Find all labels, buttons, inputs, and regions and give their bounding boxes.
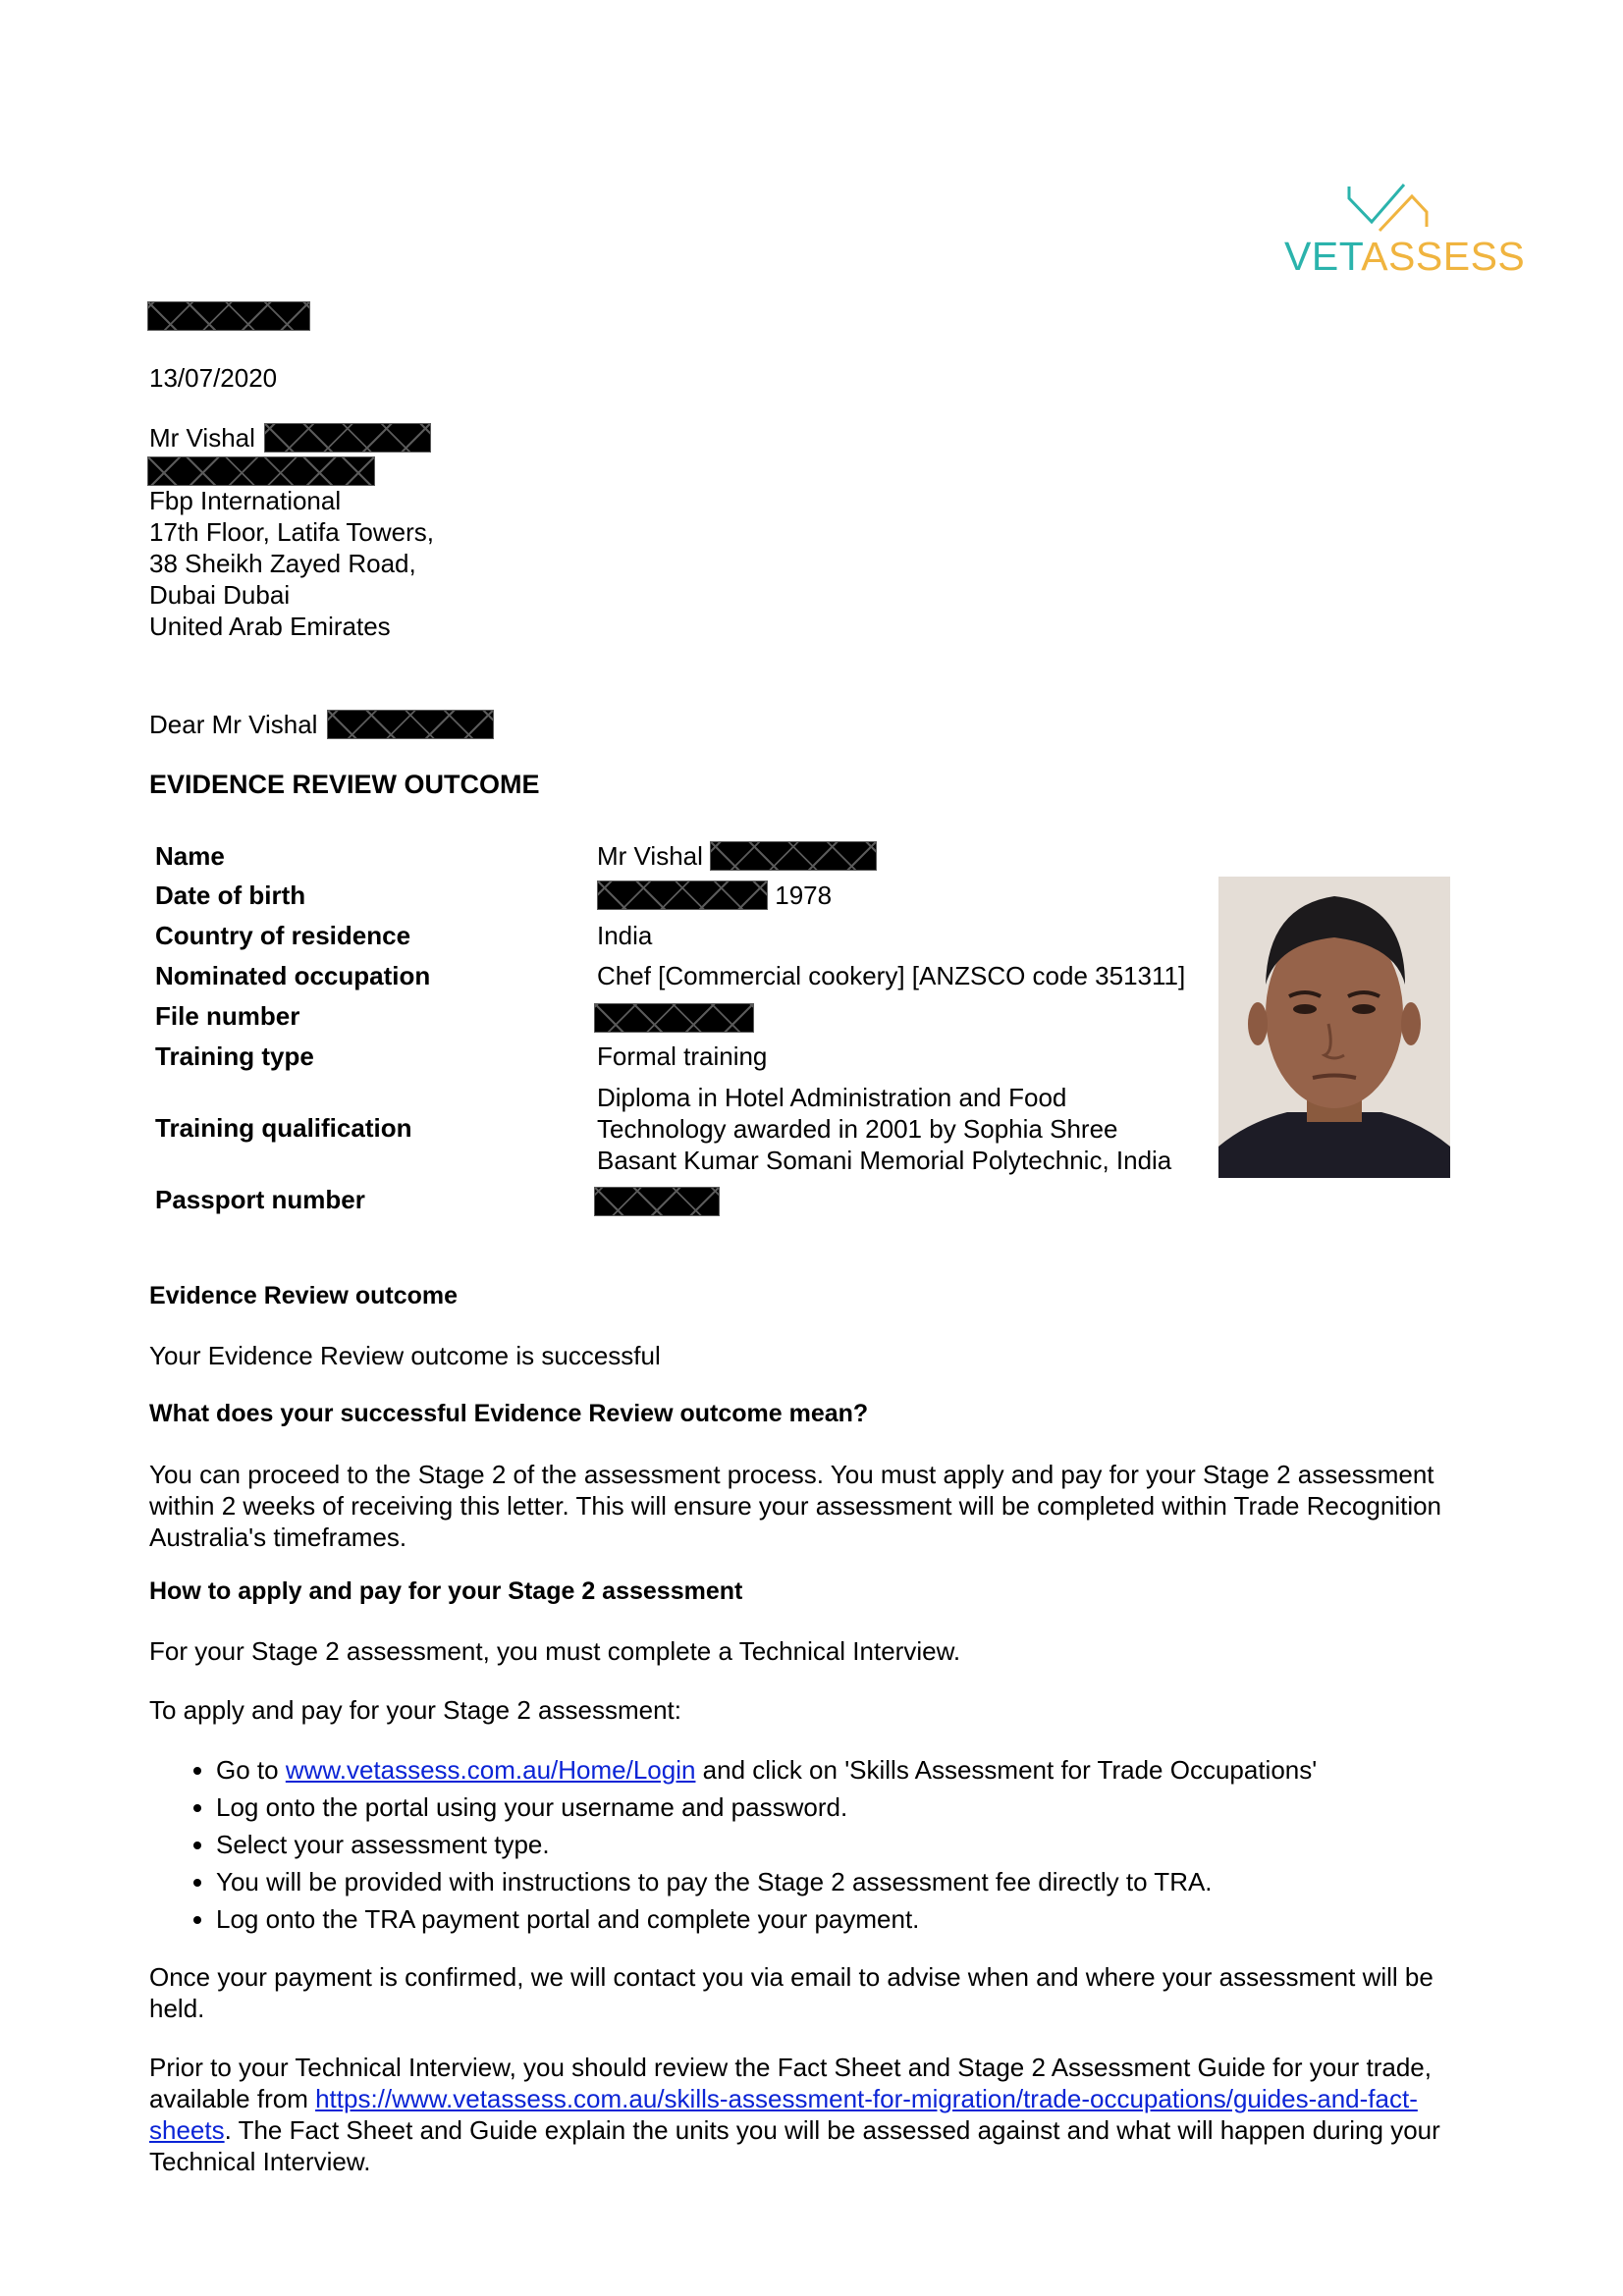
label-dob: Date of birth bbox=[155, 881, 306, 910]
label-file-number: File number bbox=[155, 1001, 300, 1031]
list-item: • Log onto the TRA payment portal and complete your payment. bbox=[216, 1900, 1317, 1938]
letter-title: EVIDENCE REVIEW OUTCOME bbox=[149, 770, 540, 799]
label-name: Name bbox=[155, 841, 225, 871]
address-line: 38 Sheikh Zayed Road, bbox=[149, 549, 416, 578]
logo-wordmark: VETASSESS bbox=[1284, 234, 1526, 279]
guides-fact-sheets-link[interactable]: https://www.vetassess.com.au/skills-assessment-for-migration/trade-occupations/guides-and-fact- bbox=[315, 2084, 1418, 2113]
meaning-paragraph: You can proceed to the Stage 2 of the assessment process. You must apply and pay for your Stage 2 assessment within 2 weeks of receiving this letter. This will ensure your assessment will be completed within Trade Recognition Australia's timeframes. bbox=[149, 1460, 1442, 1552]
address-line: Dubai Dubai bbox=[149, 580, 291, 610]
redacted-reference bbox=[147, 301, 310, 331]
redacted-surname bbox=[710, 841, 877, 871]
value-name: Mr Vishal bbox=[597, 841, 877, 872]
list-item: • You will be provided with instructions to pay the Stage 2 assessment fee directly to TRA. bbox=[216, 1863, 1317, 1900]
vetassess-login-link[interactable]: www.vetassess.com.au/Home/Login bbox=[285, 1755, 696, 1785]
list-item: • Go to www.vetassess.com.au/Home/Login and click on 'Skills Assessment for Trade Occupations' bbox=[216, 1751, 1317, 1789]
redacted-dob bbox=[597, 881, 768, 910]
salutation: Dear Mr Vishal bbox=[149, 709, 494, 740]
recipient-name: Mr Vishal bbox=[149, 422, 431, 454]
applicant-photo bbox=[1218, 877, 1450, 1178]
redacted-file-number bbox=[594, 1003, 754, 1033]
list-item: • Select your assessment type. bbox=[216, 1826, 1317, 1863]
person-portrait-icon bbox=[1218, 877, 1450, 1178]
value-country: India bbox=[597, 921, 653, 950]
apply-heading: How to apply and pay for your Stage 2 assessment bbox=[149, 1577, 743, 1605]
label-qualification: Training qualification bbox=[155, 1113, 412, 1143]
apply-steps-list bbox=[149, 1751, 1317, 1938]
list-item: • Log onto the portal using your username and password. bbox=[216, 1789, 1317, 1826]
label-training-type: Training type bbox=[155, 1041, 314, 1071]
payment-paragraph: Once your payment is confirmed, we will contact you via email to advise when and where your assessment will be held. bbox=[149, 1962, 1434, 2023]
prior-paragraph: Prior to your Technical Interview, you should review the Fact Sheet and Stage 2 Assessment Guide for your trade, available from https://www.vetassess.com.au/skills-assessment-for-migration/trade-occupations/guides-and-fact- sheets. The Fact Sheet and Guide explain the units you will be assessed against and what will happen during your Technical Interview. bbox=[149, 2053, 1440, 2176]
letter-date: 13/07/2020 bbox=[149, 363, 278, 393]
address-block bbox=[149, 485, 434, 642]
redacted-surname bbox=[327, 710, 494, 739]
apply-intro: For your Stage 2 assessment, you must complete a Technical Interview. bbox=[149, 1636, 961, 1666]
redacted-surname bbox=[264, 423, 431, 453]
meaning-heading: What does your successful Evidence Review outcome mean? bbox=[149, 1400, 869, 1427]
label-occupation: Nominated occupation bbox=[155, 961, 431, 990]
value-occupation: Chef [Commercial cookery] [ANZSCO code 351311] bbox=[597, 961, 1186, 990]
logo-chevrons-icon bbox=[1284, 175, 1490, 239]
value-dob: 1978 bbox=[597, 881, 832, 911]
apply-steps-intro: To apply and pay for your Stage 2 assessment: bbox=[149, 1695, 681, 1725]
value-qualification: Diploma in Hotel Administration and Food Technology awarded in 2001 by Sophia Shree Basant Kumar Somani Memorial Polytechnic, India bbox=[597, 1083, 1172, 1175]
outcome-heading: Evidence Review outcome bbox=[149, 1282, 459, 1309]
vetassess-logo bbox=[1284, 175, 1526, 279]
guides-fact-sheets-link-cont[interactable]: sheets bbox=[149, 2115, 225, 2145]
redacted-address-line bbox=[147, 456, 375, 486]
outcome-text: Your Evidence Review outcome is successful bbox=[149, 1341, 661, 1370]
address-line: United Arab Emirates bbox=[149, 612, 391, 641]
address-line: 17th Floor, Latifa Towers, bbox=[149, 517, 435, 547]
value-training-type: Formal training bbox=[597, 1041, 768, 1071]
label-passport: Passport number bbox=[155, 1185, 365, 1214]
label-country: Country of residence bbox=[155, 921, 411, 950]
redacted-passport bbox=[594, 1187, 720, 1216]
address-line: Fbp International bbox=[149, 486, 342, 515]
